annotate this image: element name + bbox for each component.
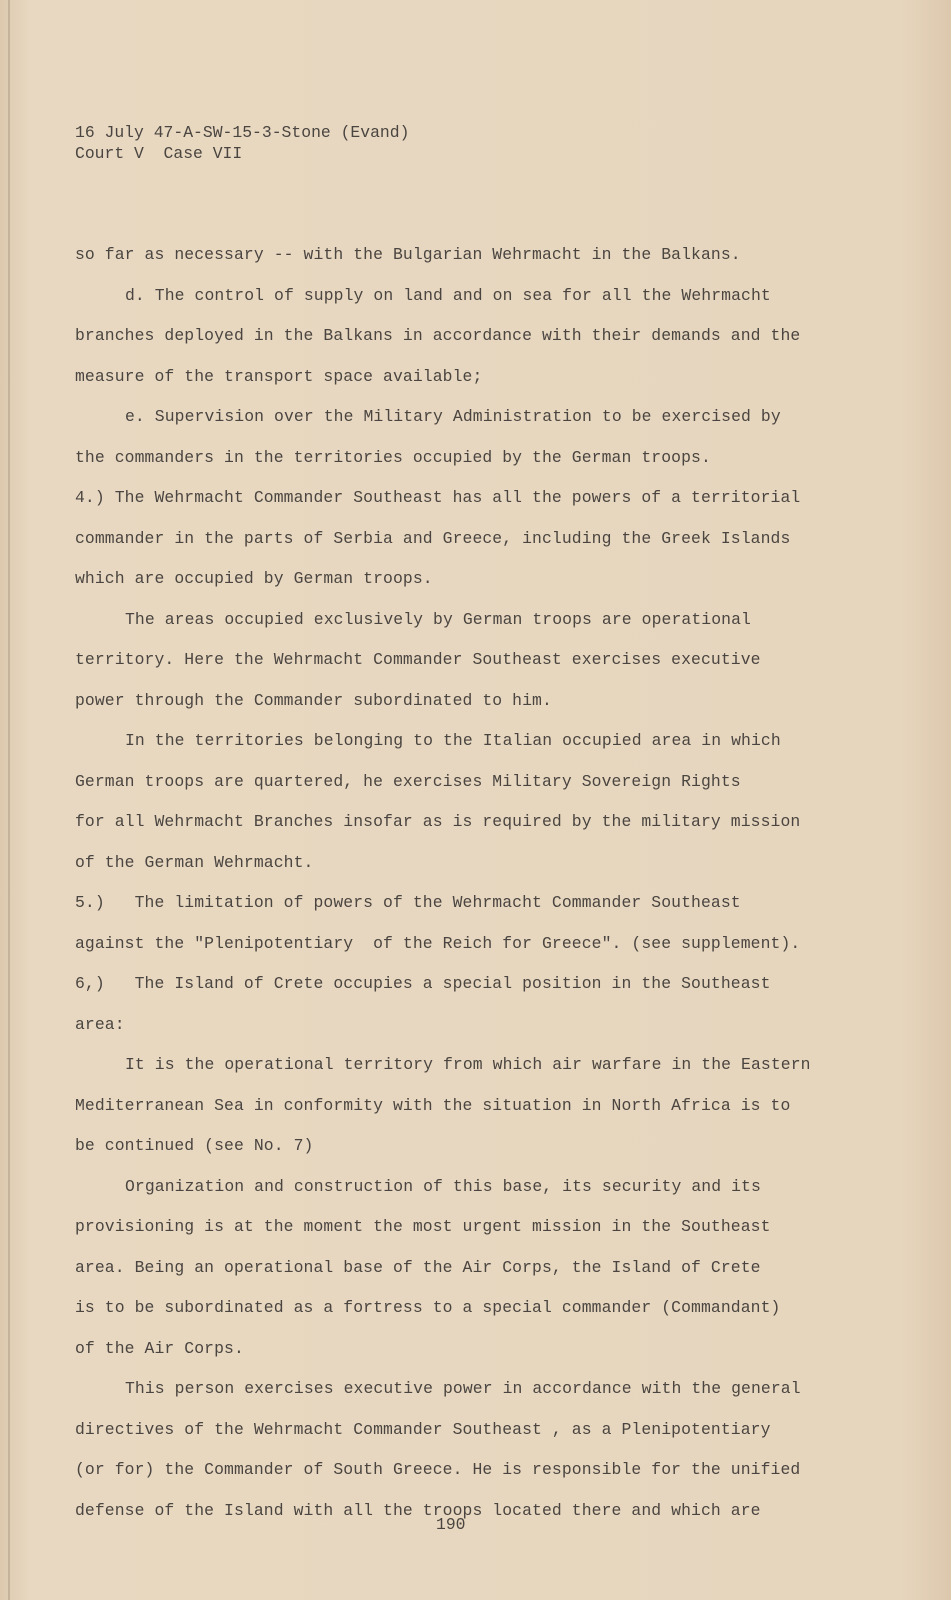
text-line: It is the operational territory from which air warfare in the Eastern — [125, 1055, 811, 1074]
text-line: is to be subordinated as a fortress to a special commander (Commandant) — [75, 1298, 781, 1317]
text-line: 6,) The Island of Crete occupies a special position in the Southeast — [75, 974, 771, 993]
text-line: (or for) the Commander of South Greece. He is responsible for the unified — [75, 1460, 801, 1479]
text-line: directives of the Wehrmacht Commander Southeast , as a Plenipotentiary — [75, 1419, 771, 1439]
page-number: 190 — [436, 1515, 466, 1534]
text-line: Organization and construction of this base, its security and its — [125, 1176, 761, 1196]
text-line: provisioning is at the moment the most urgent mission in the Southeast — [75, 1217, 771, 1236]
header-reference-line: 16 July 47-A-SW-15-3-Stone (Evand) — [75, 123, 410, 142]
text-line: d. The control of supply on land and on sea for all the Wehrmacht — [125, 285, 771, 305]
text-line: power through the Commander subordinated to him. — [75, 690, 552, 710]
text-line: for all Wehrmacht Branches insofar as is required by the military mission — [75, 812, 801, 831]
text-line: In the territories belonging to the Italian occupied area in which — [125, 731, 781, 750]
page-edge-shadow — [8, 0, 10, 1600]
text-line: The areas occupied exclusively by German troops are operational — [125, 609, 751, 629]
text-line: e. Supervision over the Military Administration to be exercised by — [125, 407, 781, 426]
text-line: 4.) The Wehrmacht Commander Southeast has all the powers of a territorial — [75, 488, 801, 507]
text-line: so far as necessary -- with the Bulgarian Wehrmacht in the Balkans. — [75, 245, 741, 264]
text-line: 5.) The limitation of powers of the Wehrmacht Commander Southeast — [75, 893, 741, 912]
text-line: Mediterranean Sea in conformity with the situation in North Africa is to — [75, 1095, 791, 1115]
text-line: German troops are quartered, he exercises Military Sovereign Rights — [75, 771, 741, 791]
text-line: which are occupied by German troops. — [75, 569, 433, 588]
header-court-case-line: Court V Case VII — [75, 144, 243, 163]
text-line: area: — [75, 1014, 125, 1034]
text-line: measure of the transport space available; — [75, 366, 483, 386]
text-line: area. Being an operational base of the Air Corps, the Island of Crete — [75, 1257, 761, 1277]
text-line: branches deployed in the Balkans in accordance with their demands and the — [75, 326, 801, 345]
text-line: against the "Plenipotentiary of the Reich for Greece". (see supplement). — [75, 933, 801, 953]
text-line: defense of the Island with all the troops located there and which are — [75, 1500, 761, 1520]
text-line: This person exercises executive power in accordance with the general — [125, 1379, 801, 1398]
text-line: of the Air Corps. — [75, 1338, 244, 1358]
text-line: be continued (see No. 7) — [75, 1136, 314, 1155]
text-line: of the German Wehrmacht. — [75, 852, 314, 872]
text-line: the commanders in the territories occupied by the German troops. — [75, 447, 711, 467]
text-line: commander in the parts of Serbia and Greece, including the Greek Islands — [75, 528, 791, 548]
text-line: territory. Here the Wehrmacht Commander Southeast exercises executive — [75, 650, 761, 669]
